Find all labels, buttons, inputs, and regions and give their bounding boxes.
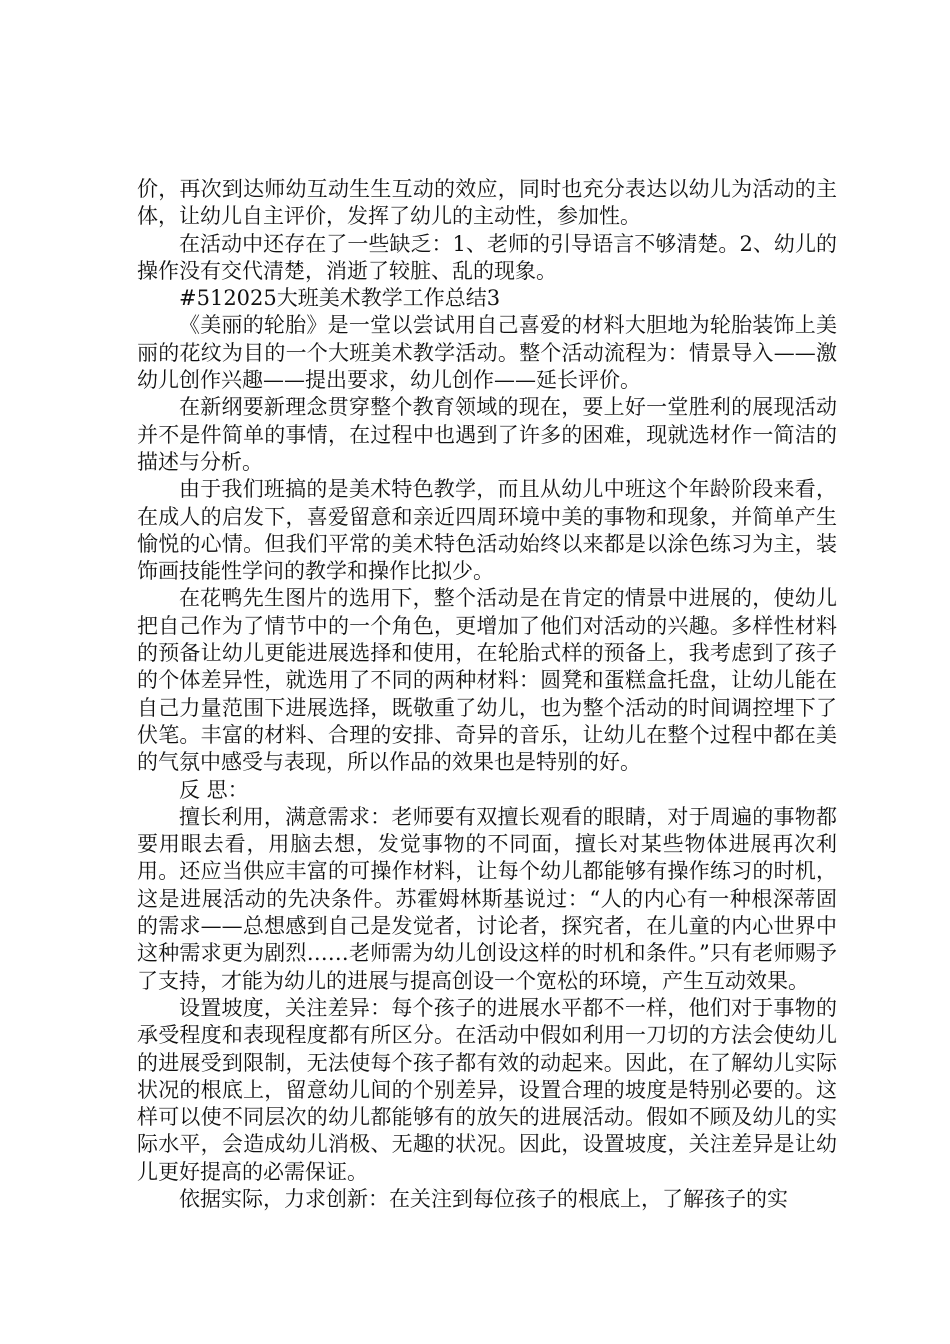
- paragraph-class-background: 由于我们班搞的是美术特色教学，而且从幼儿中班这个年龄阶段来看，在成人的启发下，喜爱留意和亲近四周环境中美的事物和现象，并简单产生愉悦的心情。但我们平常的美术特色活动始终以来都是以涂色练习为主，装饰画技能性学问的教学和操作比拟少。: [137, 477, 837, 584]
- paragraph-reflection-3: 依据实际，力求创新：在关注到每位孩子的根底上，了解孩子的实: [179, 1186, 788, 1211]
- section-heading: #512025大班美术教学工作总结3: [179, 286, 501, 311]
- paragraph-new-outline: 在新纲要新理念贯穿整个教育领域的现在，要上好一堂胜利的展现活动并不是件简单的事情，在过程中也遇到了许多的困难，现就选材作一简洁的描述与分析。: [137, 395, 837, 474]
- paragraph-intro: 《美丽的轮胎》是一堂以尝试用自己喜爱的材料大胆地为轮胎装饰上美丽的花纹为目的一个大班美术教学活动。整个活动流程为：情景导入——激幼儿创作兴趣——提出要求，幼儿创作——延长评价。: [137, 313, 837, 393]
- paragraph-shortcomings: 在活动中还存在了一些缺乏：1、老师的引导语言不够清楚。2、幼儿的操作没有交代清楚，消逝了较脏、乱的现象。: [137, 231, 837, 283]
- paragraph-continued: 价，再次到达师幼互动生生互动的效应，同时也充分表达以幼儿为活动的主体，让幼儿自主评价，发挥了幼儿的主动性，参加性。: [137, 177, 837, 229]
- reflection-heading: 反 思：: [179, 777, 249, 802]
- paragraph-reflection-2: 设置坡度，关注差异：每个孩子的进展水平都不一样，他们对于事物的承受程度和表现程度都有所区分。在活动中假如利用一刀切的方法会使幼儿的进展受到限制，无法使每个孩子都有效的动起来。因此，在了解幼儿实际状况的根底上，留意幼儿间的个别差异，设置合理的坡度是特别必要的。这样可以使不同层次的幼儿都能够有的放矢的进展活动。假如不顾及幼儿的实际水平，会造成幼儿消极、无趣的状况。因此，设置坡度，关注差异是让幼儿更好提高的必需保证。: [137, 995, 837, 1184]
- paragraph-reflection-1: 擅长利用，满意需求：老师要有双擅长观看的眼睛，对于周遍的事物都要用眼去看，用脑去想，发觉事物的不同面，擅长对某些物体进展再次利用。还应当供应丰富的可操作材料，让每个幼儿都能够有操作练习的时机，这是进展活动的先决条件。苏霍姆林斯基说过：“人的内心有一种根深蒂固的需求——总想感到自己是发觉者，讨论者，探究者，在儿童的内心世界中这种需求更为剧烈……老师需为幼儿创设这样的时机和条件。”只有老师赐予了支持，才能为幼儿的进展与提高创设一个宽松的环境，产生互动效果。: [137, 804, 837, 993]
- document-body: [137, 176, 837, 1213]
- paragraph-materials: 在花鸭先生图片的选用下，整个活动是在肯定的情景中进展的，使幼儿把自己作为了情节中的一个角色，更增加了他们对活动的兴趣。多样性材料的预备让幼儿更能进展选择和使用，在轮胎式样的预备上，我考虑到了孩子的个体差异性，就选用了不同的两种材料：圆凳和蛋糕盒托盘，让幼儿能在自己力量范围下进展选择，既敬重了幼儿，也为整个活动的时间调控埋下了伏笔。丰富的材料、合理的安排、奇异的音乐，让幼儿在整个过程中都在美的气氛中感受与表现，所以作品的效果也是特别的好。: [137, 586, 837, 775]
